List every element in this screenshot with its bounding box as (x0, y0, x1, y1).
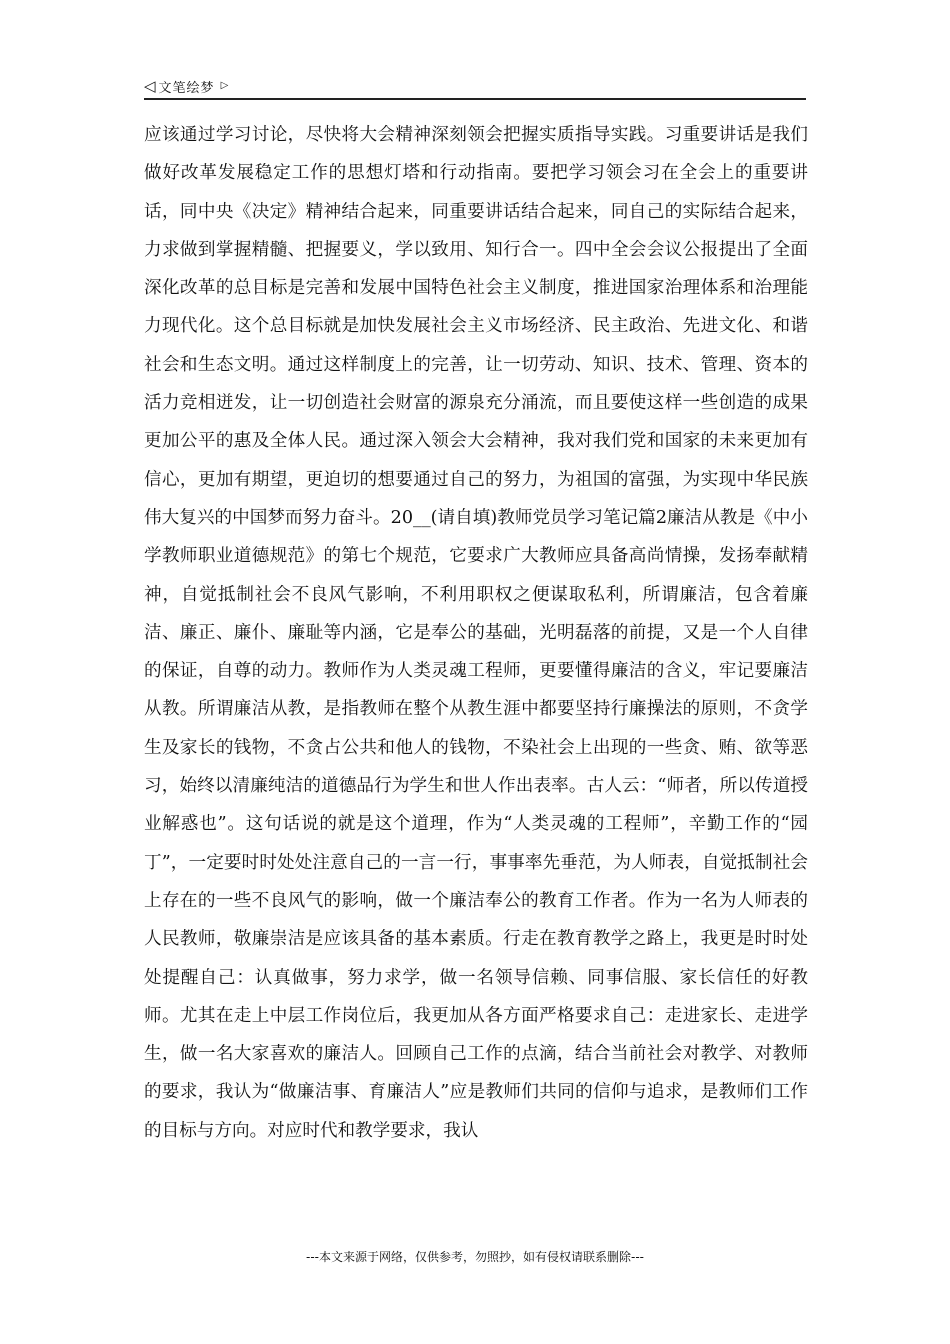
page-footer: ---本文来源于网络，仅供参考，勿照抄，如有侵权请联系删除--- (306, 1250, 644, 1264)
body-text: 应该通过学习讨论，尽快将大会精神深刻领会把握实质指导实践。习重要讲话是我们做好改革发展稳定工作的思想灯塔和行动指南。要把学习领会习在全会上的重要讲话，同中央《决定》精神结合起来，同重要讲话结合起来，同自己的实际结合起来，力求做到掌握精髓、把握要义，学以致用、知行合一。四中全会会议公报提出了全面深化改革的总目标是完善和发展中国特色社会主义制度，推进国家治理体系和治理能力现代化。这个总目标就是加快发展社会主义市场经济、民主政治、先进文化、和谐社会和生态文明。通过这样制度上的完善，让一切劳动、知识、技术、管理、资本的活力竞相迸发，让一切创造社会财富的源泉充分涌流，而且要使这样一些创造的成果更加公平的惠及全体人民。通过深入领会大会精神，我对我们党和国家的未来更加有信心，更加有期望，更迫切的想要通过自己的努力，为祖国的富强，为实现中华民族伟大复兴的中国梦而努力奋斗。20__(请自填)教师党员学习笔记篇2廉洁从教是《中小学教师职业道德规范》的第七个规范，它要求广大教师应具备高尚情操，发扬奉献精神，自觉抵制社会不良风气影响，不利用职权之便谋取私利，所谓廉洁，包含着廉洁、廉正、廉仆、廉耻等内涵，它是奉公的基础，光明磊落的前提，又是一个人自律的保证，自尊的动力。教师作为人类灵魂工程师，更要懂得廉洁的含义，牢记要廉洁从教。所谓廉洁从教，是指教师在整个从教生涯中都要坚持行廉操法的原则，不贪学生及家长的钱物，不贪占公共和他人的钱物，不染社会上出现的一些贪、贿、欲等恶习，始终以清廉纯洁的道德品行为学生和世人作出表率。古人云：“师者，所以传道授业解惑也”。这句话说的就是这个道理，作为“人类灵魂的工程师”，辛勤工作的“园丁”，一定要时时处处注意自己的一言一行，事事率先垂范，为人师表，自觉抵制社会上存在的一些不良风气的影响，做一个廉洁奉公的教育工作者。作为一名为人师表的人民教师，敬廉崇洁是应该具备的基本素质。行走在教育教学之路上，我更是时时处处提醒自己：认真做事，努力求学，做一名领导信赖、同事信服、家长信任的好教师。尤其在走上中层工作岗位后，我更加从各方面严格要求自己：走进家长、走进学生，做一名大家喜欢的廉洁人。回顾自己工作的点滴，结合当前社会对教学、对教师的要求，我认为“做廉洁事、育廉洁人”应是教师们共同的信仰与追求，是教师们工作的目标与方向。对应时代和教学要求，我认 (144, 125, 808, 1141)
page-header (144, 74, 806, 100)
header-title: 文笔绘梦 (158, 80, 215, 96)
triangle-right-icon: ▷ (220, 80, 229, 91)
triangle-left-icon: ◁ (144, 76, 156, 95)
